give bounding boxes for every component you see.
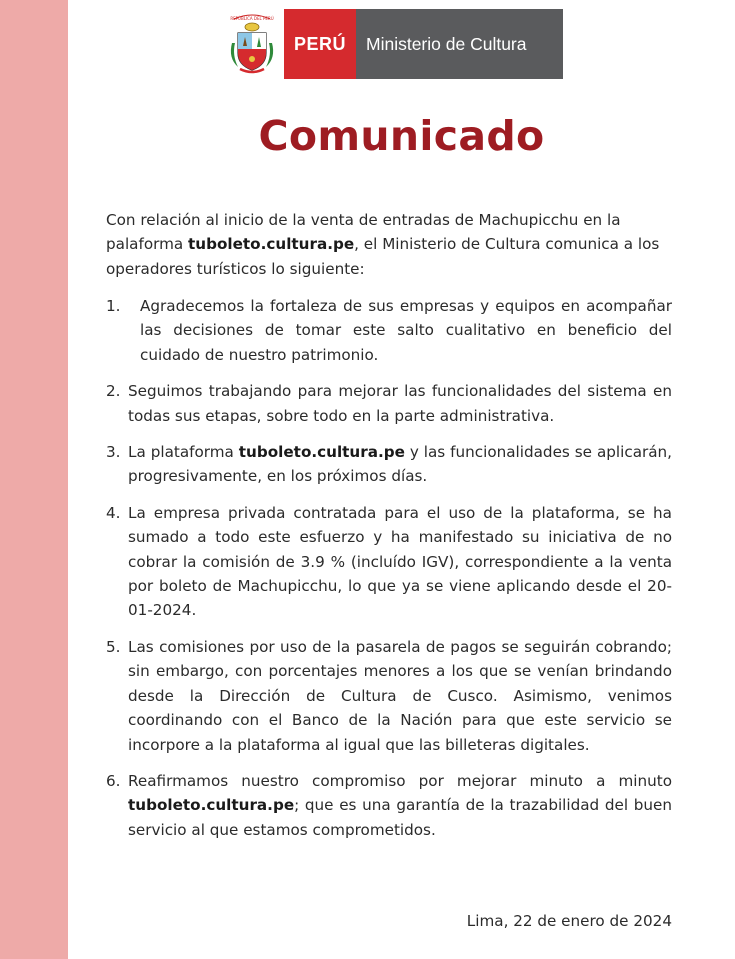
item-text: Las comisiones por uso de la pasarela de pagos se seguirán cobrando; sin embargo, con porcentajes menores a los que se venían brindando desde la Dirección de Cultura de Cusco. Asimismo, venimos coordinando con el Banco de la Nación para que este servicio se incorpore a la plataforma al igual que las billeteras digitales. (128, 637, 672, 754)
date-line: Lima, 22 de enero de 2024 (466, 912, 672, 930)
page-title: Comunicado (258, 112, 545, 160)
intro-paragraph (106, 208, 672, 281)
item-number: 4. (106, 503, 121, 522)
item-text: La empresa privada contratada para el uso de la plataforma, se ha sumado a todo este esfuerzo y ha manifestado su iniciativa de no cobrar la comisión de 3.9 % (incluído IGV), correspondiente a la venta por boleto de Machupicchu, lo que ya se viene aplicando desde el 20-01-2024. (128, 503, 672, 620)
item-number: 1. (106, 297, 121, 315)
item-link: tuboleto.cultura.pe (128, 796, 295, 815)
item-number: 6. (106, 771, 121, 790)
ministry-label: Ministerio de Cultura (356, 9, 563, 79)
intro-text-after: , el Ministerio de Cultura comunica a los operadores turísticos lo siguiente: (106, 235, 660, 278)
list-item (106, 440, 672, 489)
list-item (106, 294, 672, 367)
list-item (106, 769, 672, 842)
item-number: 5. (106, 637, 121, 656)
coat-of-arms-logo (226, 13, 278, 75)
seal-text: REPÚBLICA DEL PERÚ (230, 16, 274, 21)
item-text-before: La plataforma (128, 443, 239, 462)
item-list (106, 294, 672, 842)
item-link: tuboleto.cultura.pe (238, 443, 405, 462)
item-text: Agradecemos la fortaleza de sus empresas y equipos en acompañar las decisiones de tomar este salto cualitativo en beneficio del cuidado de nuestro patrimonio. (140, 297, 672, 364)
item-text-before: Reafirmamos nuestro compromiso por mejorar minuto a minuto (128, 771, 672, 790)
peru-label: PERÚ (284, 9, 356, 79)
item-number: 2. (106, 382, 121, 401)
intro-text-before: Con relación al inicio de la venta de entradas de Machupicchu en la palaforma (106, 211, 621, 254)
item-number: 3. (106, 443, 121, 462)
item-text: Seguimos trabajando para mejorar las funcionalidades del sistema en todas sus etapas, sobre todo en la parte administrativa. (128, 382, 672, 425)
list-item (106, 635, 672, 757)
ministry-header (226, 9, 563, 79)
list-item (106, 501, 672, 623)
list-item (106, 379, 672, 428)
item-text-after: ; que es una garantía de la trazabilidad del buen servicio al que estamos comprometidos. (128, 796, 672, 839)
side-band (0, 0, 68, 959)
item-text-after: y las funcionalidades se aplicarán, progresivamente, en los próximos días. (128, 443, 673, 486)
intro-link: tuboleto.cultura.pe (188, 235, 355, 254)
